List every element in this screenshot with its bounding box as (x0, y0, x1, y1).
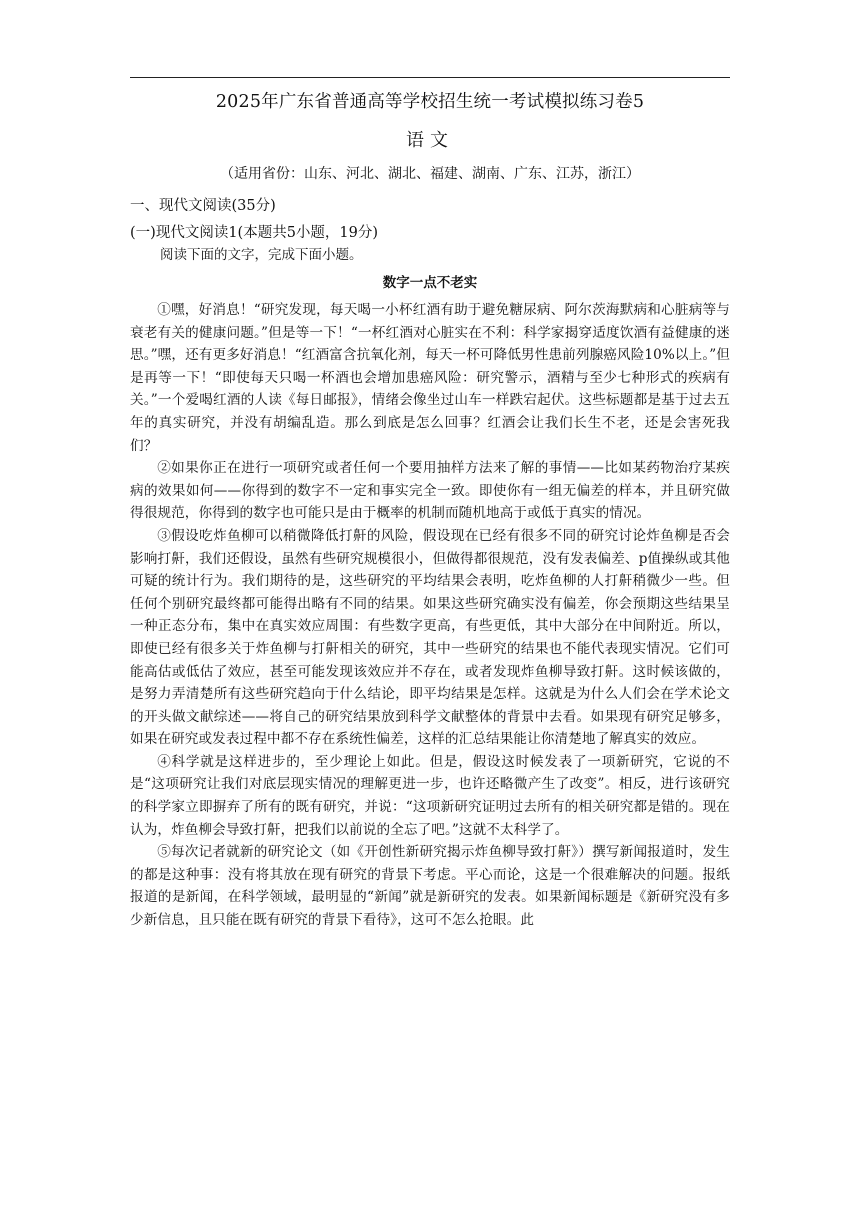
reading-instruction: 阅读下面的文字，完成下面小题。 (160, 247, 363, 263)
subsection-title: (一)现代文阅读1(本题共5小题，19分) (130, 225, 379, 241)
section-title: 一、现代文阅读(35分) (130, 198, 276, 214)
exam-title: 2025年广东省普通高等学校招生统一考试模拟练习卷5 (215, 92, 645, 112)
article-paragraph: ③假设吃炸鱼柳可以稍微降低打鼾的风险，假设现在已经有很多不同的研究讨论炸鱼柳是否会影响打鼾，我们还假设，虽然有些研究规模很小，但做得都很规范，没有发表偏差、p值操纵或其他可疑的统计行为。我们期待的是，这些研究的平均结果会表明，吃炸鱼柳的人打鼾稍微少一些。但任何个别研究最终都可能得出略有不同的结果。如果这些研究确实没有偏差，你会预期这些结果呈一种正态分布，集中在真实效应周围：有些数字更高，有些更低，其中大部分在中间附近。所以，即使已经有很多关于炸鱼柳与打鼾相关的研究，其中一些研究的结果也不能代表现实情况。它们可能高估或低估了效应，甚至可能发现该效应并不存在，或者发现炸鱼柳导致打鼾。这时候该做的，是努力弄清楚所有这些研究趋向于什么结论，即平均结果是怎样。这就是为什么人们会在学术论文的开头做文献综述——将自己的研究结果放到科学文献整体的背景中去看。如果现有研究足够多，如果在研究或发表过程中都不存在系统性偏差，这样的汇总结果能让你清楚地了解真实的效应。 (130, 527, 730, 748)
article-title: 数字一点不老实 (382, 275, 478, 291)
subject-title: 语文 (406, 130, 454, 151)
applicable-provinces: （适用省份：山东、河北、湖北、福建、湖南、广东、江苏，浙江） (220, 166, 640, 182)
article-paragraph: ④科学就是这样进步的，至少理论上如此。但是，假设这时候发表了一项新研究，它说的不是“这项研究让我们对底层现实情况的理解更进一步，也许还略微产生了改变”。相反，进行该研究的科学家立即摒弃了所有的既有研究，并说：“这项新研究证明过去所有的相关研究都是错的。现在认为，炸鱼柳会导致打鼾，把我们以前说的全忘了吧。”这就不太科学了。 (130, 753, 730, 838)
article-paragraph: ②如果你正在进行一项研究或者任何一个要用抽样方法来了解的事情——比如某药物治疗某疾病的效果如何——你得到的数字不一定和事实完全一致。即使你有一组无偏差的样本，并且研究做得很规范，你得到的数字也可能只是由于概率的机制而随机地高于或低于真实的情况。 (130, 460, 730, 522)
article-paragraph: ①嘿，好消息！“研究发现，每天喝一小杯红酒有助于避免糖尿病、阿尔茨海默病和心脏病等与衰老有关的健康问题。”但是等一下！“一杯红酒对心脏实在不利：科学家揭穿适度饮酒有益健康的迷思。”嘿，还有更多好消息！“红酒富含抗氧化剂，每天一杯可降低男性患前列腺癌风险10%以上。”但是再等一下！“即使每天只喝一杯酒也会增加患癌风险：研究警示，酒精与至少七种形式的疾病有关。”一个爱喝红酒的人读《每日邮报》，情绪会像坐过山车一样跌宕起伏。这些标题都是基于过去五年的真实研究，并没有胡编乱造。那么到底是怎么回事？红酒会让我们长生不老，还是会害死我们？ (130, 302, 730, 454)
header-rule (130, 77, 730, 78)
article-paragraph: ⑤每次记者就新的研究论文（如《开创性新研究揭示炸鱼柳导致打鼾》）撰写新闻报道时，发生的都是这种事：没有将其放在现有研究的背景下考虑。平心而论，这是一个很难解决的问题。报纸报道的是新闻，在科学领域，最明显的“新闻”就是新研究的发表。如果新闻标题是《新研究没有多少新信息，且只能在既有研究的背景下看待》，这可不怎么抢眼。此 (130, 844, 730, 929)
article-body (130, 299, 730, 932)
